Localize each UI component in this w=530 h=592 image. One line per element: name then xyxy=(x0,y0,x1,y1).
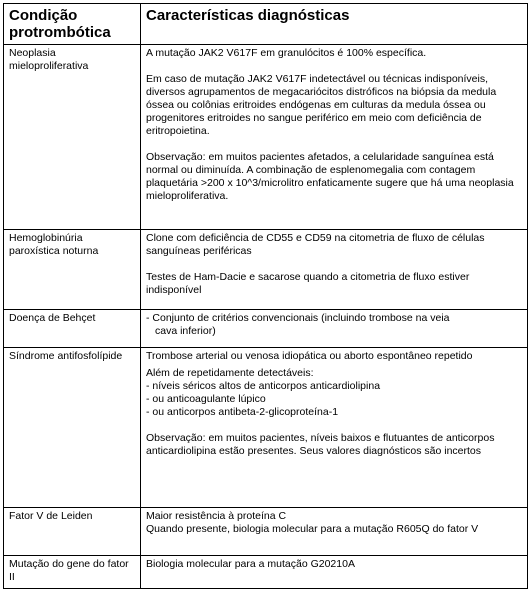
list-item: - ou anticorpos antibeta-2-glicoproteína-1 xyxy=(146,406,339,418)
condition-cell: Doença de Behçet xyxy=(4,310,141,348)
feature-text: Observação: em muitos pacientes, níveis baixos e flutuantes de anticorpos anticardiolipina estão presentes. Seus valores diagnósticos são incertos xyxy=(146,432,495,457)
feature-text: - Conjunto de critérios convencionais (incluindo trombose na veia xyxy=(146,312,450,324)
condition-cell: Fator V de Leiden xyxy=(4,508,141,556)
feature-text: A mutação JAK2 V617F em granulócitos é 100% específica. xyxy=(146,47,427,59)
list-item: - níveis séricos altos de anticorpos anticardiolipina xyxy=(146,380,381,392)
features-cell xyxy=(141,230,528,310)
table-header-row xyxy=(4,4,528,45)
features-cell xyxy=(141,310,528,348)
feature-text: Testes de Ham-Dacie e sacarose quando a citometria de fluxo estiver indisponível xyxy=(146,271,470,296)
features-cell xyxy=(141,556,528,589)
features-cell xyxy=(141,348,528,508)
feature-text: Clone com deficiência de CD55 e CD59 na citometria de fluxo de células sanguíneas periféricas xyxy=(146,232,485,257)
feature-text: Observação: em muitos pacientes afetados, a celularidade sanguínea está normal ou diminuída. A combinação de esplenomegalia com contagem plaquetária >200 x 10^3/microlitro enfaticamente sugere que há uma neoplasia mieloproliferativa. xyxy=(146,151,514,202)
table-row xyxy=(4,348,528,508)
table-row xyxy=(4,556,528,589)
diagnostic-table xyxy=(3,3,528,589)
features-cell xyxy=(141,45,528,230)
table-row xyxy=(4,508,528,556)
feature-text: Quando presente, biologia molecular para a mutação R605Q do fator V xyxy=(146,523,479,535)
feature-text: Em caso de mutação JAK2 V617F indetectável ou técnicas indisponíveis, diversos agrupamentos de megacariócitos distróficos na biópsia da medula óssea ou colônias eritroides endógenas em culturas da medula óssea ou progenitores eritroides no sangue periférico em meio com deficiência de eritropoietina. xyxy=(146,73,497,137)
header-condition: Condição protrombótica xyxy=(4,4,141,45)
feature-text: Biologia molecular para a mutação G20210A xyxy=(146,558,355,570)
header-diagnostic-features: Características diagnósticas xyxy=(141,4,528,45)
condition-cell: Hemoglobinúria paroxística noturna xyxy=(4,230,141,310)
feature-text: Maior resistência à proteína C xyxy=(146,510,287,522)
features-cell xyxy=(141,508,528,556)
condition-cell: Síndrome antifosfolípide xyxy=(4,348,141,508)
table-row xyxy=(4,230,528,310)
table-row xyxy=(4,45,528,230)
table-row xyxy=(4,310,528,348)
condition-cell: Mutação do gene do fator II xyxy=(4,556,141,589)
feature-text: Além de repetidamente detectáveis: xyxy=(146,367,314,379)
list-item: - ou anticoagulante lúpico xyxy=(146,393,266,405)
feature-text: cava inferior) xyxy=(155,325,216,337)
feature-text: Trombose arterial ou venosa idiopática ou aborto espontâneo repetido xyxy=(146,350,473,362)
condition-cell: Neoplasia mieloproliferativa xyxy=(4,45,141,230)
